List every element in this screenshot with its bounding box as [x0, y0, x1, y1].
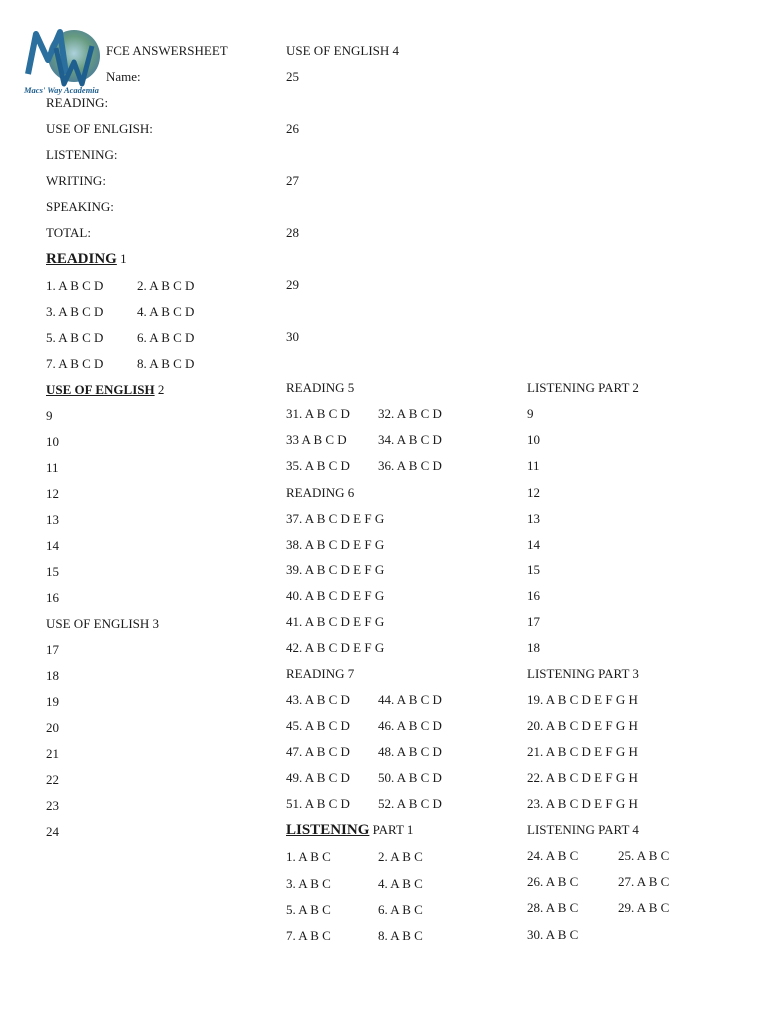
answer-item: 29. A B C [618, 900, 670, 915]
answer-item: 14 [46, 538, 59, 553]
answer-item: 13 [527, 511, 540, 526]
answer-item: 6. A B C D [137, 330, 195, 345]
answer-item: 11 [46, 460, 59, 475]
answer-item: 35. A B C D [286, 458, 350, 473]
answer-item: 17 [527, 614, 540, 629]
answer-item: 10 [46, 434, 59, 449]
reading-6-heading: READING 6 [286, 485, 355, 500]
answer-item: 50. A B C D [378, 770, 442, 785]
use-of-english-4-heading: USE OF ENGLISH 4 [286, 43, 400, 58]
answer-item: 49. A B C D [286, 770, 350, 785]
answer-item: 18 [46, 668, 59, 683]
answer-item: 3. A B C [286, 876, 331, 891]
answer-item: 14 [527, 537, 540, 552]
listening-2-heading: LISTENING PART 2 [527, 380, 639, 395]
answer-item: 7. A B C D [46, 356, 104, 371]
answer-item: 5. A B C D [46, 330, 104, 345]
answer-item: 20 [46, 720, 59, 735]
answer-item: 19. A B C D E F G H [527, 692, 638, 707]
use-of-english-2-heading: USE OF ENGLISH 2 [46, 382, 165, 397]
answer-item: 3. A B C D [46, 304, 104, 319]
answer-item: 8. A B C [378, 928, 423, 943]
answer-item: 41. A B C D E F G [286, 614, 385, 629]
answer-item: 20. A B C D E F G H [527, 718, 638, 733]
answer-item: 30. A B C [527, 927, 579, 942]
answer-item: 16 [46, 590, 59, 605]
answer-item: 19 [46, 694, 59, 709]
answer-item: 12 [46, 486, 59, 501]
answer-item: 7. A B C [286, 928, 331, 943]
answer-item: 51. A B C D [286, 796, 350, 811]
answer-item: 22 [46, 772, 59, 787]
answer-item: 40. A B C D E F G [286, 588, 385, 603]
reading-7-heading: READING 7 [286, 666, 355, 681]
answer-item: 1. A B C D [46, 278, 104, 293]
answer-item: 15 [46, 564, 59, 579]
answer-item: 17 [46, 642, 59, 657]
answer-item: 26 [286, 121, 299, 136]
answer-item: 24. A B C [527, 848, 579, 863]
listening-4-heading: LISTENING PART 4 [527, 822, 639, 837]
total-score-label: TOTAL: [46, 225, 91, 240]
answer-item: 30 [286, 329, 299, 344]
answer-item: 25 [286, 69, 299, 84]
answer-item: 36. A B C D [378, 458, 442, 473]
logo-caption: Macs' Way Academia [24, 85, 99, 95]
answer-item: 10 [527, 432, 540, 447]
answer-item: 22. A B C D E F G H [527, 770, 638, 785]
answer-item: 16 [527, 588, 540, 603]
use-of-english-3-heading: USE OF ENGLISH 3 [46, 616, 160, 631]
answer-item: 4. A B C [378, 876, 423, 891]
answer-item: 27 [286, 173, 299, 188]
answer-item: 39. A B C D E F G [286, 562, 385, 577]
answer-item: 38. A B C D E F G [286, 537, 385, 552]
answer-item: 5. A B C [286, 902, 331, 917]
listening-score-label: LISTENING: [46, 147, 118, 162]
answer-item: 24 [46, 824, 59, 839]
answer-item: 29 [286, 277, 299, 292]
answer-item: 33 A B C D [286, 432, 347, 447]
answer-item: 9 [46, 408, 53, 423]
answer-item: 21. A B C D E F G H [527, 744, 638, 759]
answer-item: 25. A B C [618, 848, 670, 863]
answer-item: 34. A B C D [378, 432, 442, 447]
answer-item: 11 [527, 458, 540, 473]
answer-item: 2. A B C D [137, 278, 195, 293]
answer-item: 23 [46, 798, 59, 813]
listening-3-heading: LISTENING PART 3 [527, 666, 639, 681]
listening-1-heading: LISTENING PART 1 [286, 822, 414, 838]
answer-item: 52. A B C D [378, 796, 442, 811]
answer-item: 27. A B C [618, 874, 670, 889]
answer-item: 8. A B C D [137, 356, 195, 371]
answer-item: 9 [527, 406, 534, 421]
answer-item: 23. A B C D E F G H [527, 796, 638, 811]
reading-score-label: READING: [46, 95, 109, 110]
answer-item: 28. A B C [527, 900, 579, 915]
answer-item: 42. A B C D E F G [286, 640, 385, 655]
answer-item: 31. A B C D [286, 406, 350, 421]
reading-5-heading: READING 5 [286, 380, 355, 395]
reading-1-heading: READING 1 [46, 251, 127, 267]
answer-item: 21 [46, 746, 59, 761]
answer-item: 28 [286, 225, 299, 240]
academy-logo [22, 26, 104, 96]
answer-item: 48. A B C D [378, 744, 442, 759]
speaking-score-label: SPEAKING: [46, 199, 114, 214]
writing-score-label: WRITING: [46, 173, 106, 188]
answer-item: 12 [527, 485, 540, 500]
answer-item: 45. A B C D [286, 718, 350, 733]
answer-item: 15 [527, 562, 540, 577]
answer-item: 4. A B C D [137, 304, 195, 319]
answer-item: 1. A B C [286, 849, 331, 864]
answer-item: 46. A B C D [378, 718, 442, 733]
answer-item: 32. A B C D [378, 406, 442, 421]
sheet-title: FCE ANSWERSHEET [106, 43, 228, 58]
answer-item: 44. A B C D [378, 692, 442, 707]
answer-item: 26. A B C [527, 874, 579, 889]
answer-item: 18 [527, 640, 540, 655]
answer-item: 37. A B C D E F G [286, 511, 385, 526]
answer-item: 2. A B C [378, 849, 423, 864]
use-of-english-score-label: USE OF ENLGISH: [46, 121, 153, 136]
name-label: Name: [106, 69, 141, 84]
answer-item: 43. A B C D [286, 692, 350, 707]
answer-item: 6. A B C [378, 902, 423, 917]
answer-item: 47. A B C D [286, 744, 350, 759]
answer-item: 13 [46, 512, 59, 527]
